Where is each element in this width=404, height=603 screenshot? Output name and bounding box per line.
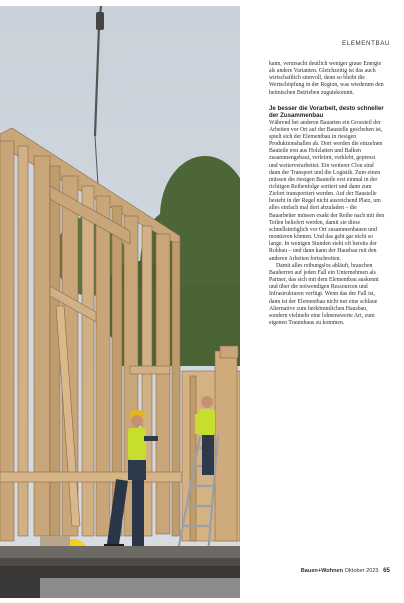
- body-paragraph-2: Damit alles reibungslos abläuft, brauchen Bauherren auf jeden Fall ein Unternehmen als Partner, das sich mit dem Elementbau auskennt und über die notwendigen Ressourcen und Infrastrukturen verfügt. Wenn das der Fall ist, dann ist der Elementbau nicht nur eine schlaue Alternative zum herkömmlichen Hausbau, sondern vielmehr eine lohnenswerte Art, zum eigenen Traumhaus zu kommen.: [269, 262, 379, 326]
- article-column: [269, 61, 385, 327]
- construction-photo: [0, 6, 240, 598]
- body-paragraph-1: Während bei anderen Bauarten ein Grossteil der Arbeiten vor Ort auf der Baustelle geschehen ist, spielt sich der Elementbau in riesigen Produktionshallen ab. Dort werden die einzelnen Bauteile erst aus Holzlatten und Balken zusammengebaut, verleimt, verklebt, gepresst und weiterverarbeitet. Ein weiterer Clou sind dann der Transport und die Logistik. Zum einen müssen die riesigen Bauteile erst einmal in der richtigen Reihenfolge sortiert und dann zum Zielort transportiert werden. Auf der Baustelle besteht in der Regel nicht ausreichend Platz, um alles einfach mal dort abzuladen – die Bauarbeiter müssen exakt der Reihe nach mit den Teilen beliefert werden, damit sie diese schnellstmöglich vor Ort zusammenbauen und montieren können. Und das geht gar nicht so lange. In wenigen Stunden steht oft bereits der Rohbau – und dann kann der Hausbau mit den anderen Arbeiten fortschreiten.: [269, 119, 385, 262]
- magazine-name: Bauen+Wohnen: [300, 568, 344, 574]
- section-label: ELEMENTBAU: [342, 40, 390, 47]
- page-number: 65: [383, 567, 390, 574]
- subheading: Je besser die Vorarbeit, desto schneller der Zusammenbau: [269, 104, 384, 120]
- intro-paragraph: kann, verursacht deutlich weniger graue Energie als andere Varianten. Gleichzeitig ist das auch wirtschaftlich sinnvoll, denn so bleibt die Wertschöpfung in der Region, was wiederum den heimischen Betrieben zugutekommt.: [269, 61, 384, 96]
- issue-date: Oktober 2023: [344, 568, 379, 574]
- page-footer: [301, 567, 390, 574]
- floor-slab: [0, 546, 240, 598]
